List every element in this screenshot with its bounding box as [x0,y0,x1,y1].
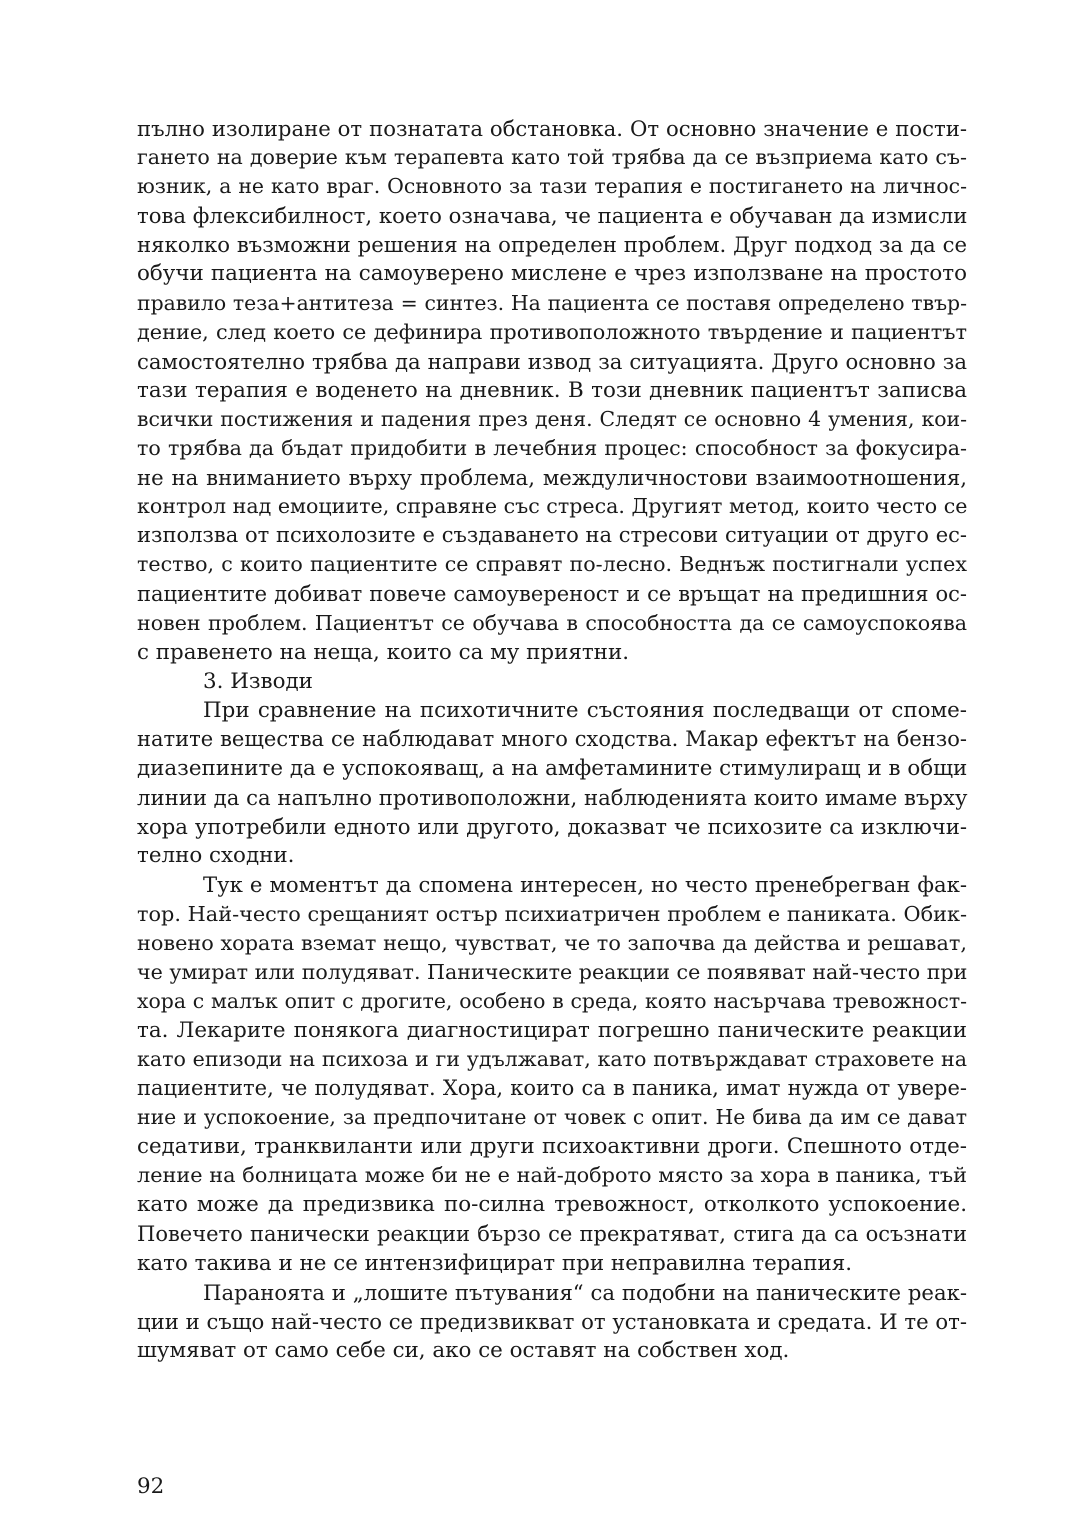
text-line: диазепините да е успокояващ, а на амфетамините стимулиращ и в общи [137,756,968,782]
text-line: натите вещества се наблюдават много сходства. Макар ефектът на бензо- [137,726,967,751]
text-line: ции и също най-често се предизвикват от установката и средата. И те от- [137,1308,967,1334]
text-line: тази терапия е воденето на дневник. В този дневник пациентът записва [137,377,967,403]
text-line: гането на доверие към терапевта като той трябва да се възприема като съ- [137,145,967,170]
text-line: Параноята и „лошите пътувания“ са подобни на паническите реак- [203,1279,967,1305]
text-line: като може да предизвика по-силна тревожност, отколкото успокоение. [137,1192,967,1218]
text-line: дение, след което се дефинира противоположното твърдение и пациентът [137,319,967,344]
page-number: 92 [137,1474,165,1499]
text-line: обучи пациента на самоуверено мислене е чрез използване на простото [137,261,967,287]
text-line: та. Лекарите понякога диагностицират погрешно паническите реакции [137,1017,967,1043]
text-line: пълно изолиране от познатата обстановка. От основно значение е пости- [137,116,967,141]
paragraph [137,870,967,1277]
text-line: няколко възможни решения на определен проблем. Друг подход за да се [137,232,967,258]
page-body [137,114,967,1365]
text-line: При сравнение на психотичните състояния последващи от споме- [203,697,967,723]
text-line: хора с малък опит с дрогите, особено в среда, която насърчава тревожност- [137,988,967,1013]
text-line: ление на болницата може би не е най-доброто място за хора в паника, тъй [137,1163,967,1188]
text-line: линии да са напълно противоположни, наблюденията които имаме върху [137,785,968,811]
text-line: всички постижения и падения през деня. Следят се основно 4 умения, кои- [137,406,967,431]
text-line: контрол над емоциите, справяне със стреса. Другият метод, които често се [137,494,968,519]
paragraph [137,1278,967,1365]
text-line: пациентите добиват повече самоувереност и се връщат на предишния ос- [137,581,967,606]
text-line: ние и успокоение, за предпочитане от човек с опит. Не бива да им се дават [137,1105,967,1130]
text-line: правило теза+антитеза = синтез. На пациента се поставя определено твър- [137,290,967,315]
text-line: тество, с които пациентите се справят по-лесно. Веднъж постигнали успех [137,552,967,577]
text-line: с правенето на неща, които са му приятни. [137,639,629,665]
text-line: новен проблем. Пациентът се обучава в способността да се самоуспокоява [137,610,967,635]
text-line: това флексибилност, което означава, че пациента е обучаван да измисли [137,203,968,229]
text-line: то трябва да бъдат придобити в лечебния процес: способност за фокусира- [137,436,967,461]
paragraph [137,114,967,667]
text-line: хора употребили едното или другото, доказват че психозите са изключи- [137,814,967,840]
text-line: като такива и не се интензифицират при неправилна терапия. [137,1250,852,1276]
text-line: новено хората вземат нещо, чувстват, че то започва да действа и решават, [137,930,967,955]
text-line: юзник, а не като враг. Основното за тази терапия е постигането на личнос- [137,174,967,199]
text-line: тор. Най-често срещаният остър психиатричен проблем е паниката. Обик- [137,901,967,926]
paragraph [137,667,967,696]
text-line: шумяват от само себе си, ако се оставят на собствен ход. [137,1337,790,1363]
text-line: пациентите, че полудяват. Хора, които са в паника, имат нужда от увере- [137,1076,967,1101]
text-line: Повечето панически реакции бързо се прекратяват, стига да са осъзнати [137,1221,967,1246]
text-line: като епизоди на психоза и ги удължават, като потвърждават страховете на [137,1047,967,1071]
text-line: самостоятелно трябва да направи извод за ситуацията. Друго основно за [137,348,967,374]
text-line: 3. Изводи [203,668,313,694]
text-line: използва от психолозите е създаването на стресови ситуации от друго ес- [137,523,967,548]
text-line: не на вниманието върху проблема, междуличностови взаимоотношения, [137,465,967,491]
text-line: седативи, транквиланти или други психоактивни дроги. Спешното отде- [137,1134,967,1160]
text-line: че умират или полудяват. Паническите реакции се появяват най-често при [137,959,968,984]
text-line: Тук е моментът да спомена интересен, но често пренебрегван фак- [203,872,967,898]
text-line: телно сходни. [137,843,295,869]
paragraph [137,696,967,871]
